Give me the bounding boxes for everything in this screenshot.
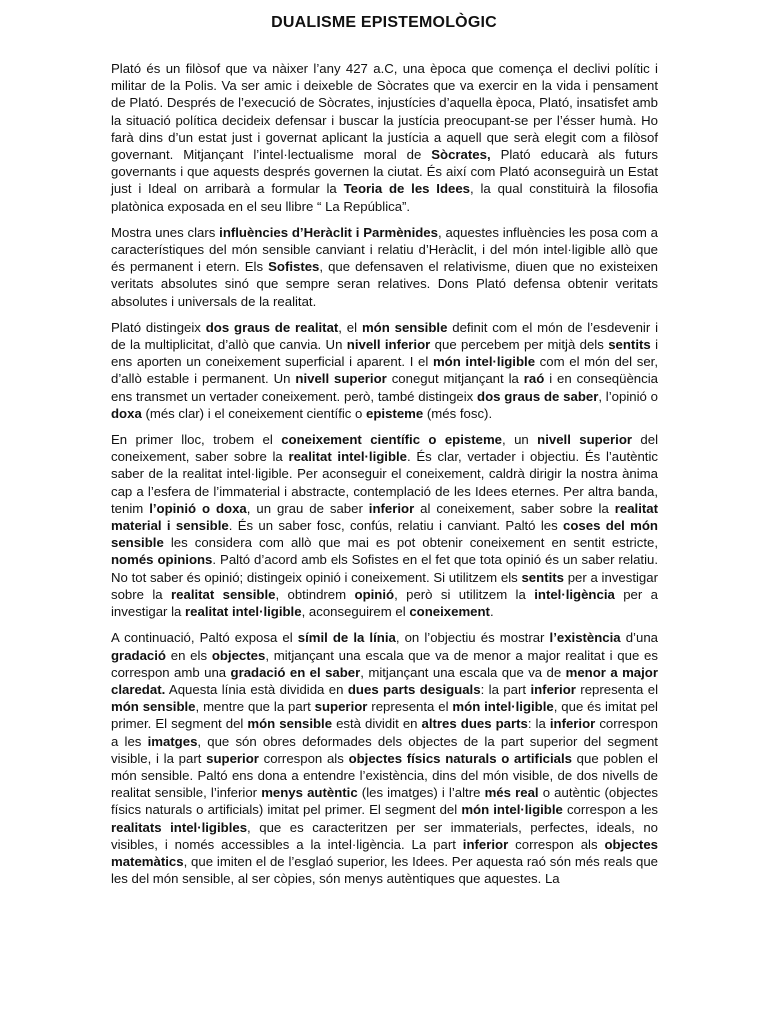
document-title: DUALISME EPISTEMOLÒGIC bbox=[271, 14, 497, 31]
bold-text-run: inferior bbox=[549, 716, 596, 732]
bold-text-run: Sofistes bbox=[268, 259, 320, 275]
text-run: i en conseqüència ens transmet un vertader coneixement. però, també distingeix bbox=[111, 371, 659, 404]
text-run: en els bbox=[165, 647, 212, 663]
bold-text-run: l’opinió o doxa bbox=[149, 500, 247, 516]
bold-text-run: doxa bbox=[111, 405, 142, 421]
bold-text-run: superior bbox=[314, 699, 368, 715]
bold-text-run: nivell superior bbox=[295, 371, 387, 387]
text-run: (les imatges) i l’altre bbox=[357, 785, 485, 801]
bold-text-run: objectes matemàtics bbox=[111, 836, 658, 869]
bold-text-run: gradació en el saber bbox=[230, 664, 361, 680]
bold-text-run: realitat intel·ligible bbox=[288, 449, 408, 465]
text-run: del coneixement, saber sobre la bbox=[111, 432, 658, 465]
text-run: definit com el món de l’esdevenir i de la multiplicitat, d’allò que canvia. Un bbox=[111, 319, 659, 353]
bold-text-run: món sensible bbox=[361, 319, 448, 335]
text-run: conegut mitjançant la bbox=[386, 371, 524, 387]
bold-text-run: món intel·ligible bbox=[461, 802, 563, 818]
bold-text-run: inferior bbox=[530, 681, 576, 697]
text-run: , un bbox=[502, 432, 538, 448]
text-run: , mitjançant una escala que va de bbox=[360, 664, 566, 680]
text-run: : la bbox=[527, 716, 550, 732]
bold-text-run: dues parts desiguals bbox=[347, 681, 481, 697]
text-run: . És clar, vertader i objectiu. És l’autèntic saber de la realitat intel·ligible. Per aconseguir el coneixement, caldrà dirigir la nostra ànima cap a l’esfera de l’immaterial i abstracte, contemplació de les Idees eternes. Per altra banda, tenim bbox=[111, 449, 658, 516]
bold-text-run: món intel·ligible bbox=[432, 354, 536, 370]
bold-text-run: episteme bbox=[366, 405, 424, 421]
bold-text-run: coneixement científic o episteme bbox=[281, 432, 503, 448]
bold-text-run: món sensible bbox=[247, 716, 333, 732]
text-run: . És un saber fosc, confús, relatiu i canviant. Paltó les bbox=[228, 518, 564, 534]
text-run: , mitjançant una escala que va de menor a major realitat i que es correspon amb una bbox=[111, 647, 658, 680]
text-run: , on l’objectiu és mostrar bbox=[395, 630, 550, 646]
text-run: (més clar) i el coneixement científic o bbox=[141, 405, 367, 421]
bold-text-run: coneixement bbox=[409, 604, 490, 620]
text-run: , aquestes influències les posa com a característiques del món sensible canviant i relatiu d’Heràclit, i del món intel·ligible allò que és permanent i etern. Els bbox=[111, 224, 658, 275]
bold-text-run: nivell inferior bbox=[346, 337, 431, 353]
bold-text-run: només opinions bbox=[111, 552, 213, 568]
text-run: Plató és un filòsof que va nàixer l’any 427 a.C, una època que comença el declivi polític i militar de la Polis. Va ser amic i deixeble de Sòcrates que va exercir en la vida i pensament de Plató. Després de l’execució de Sòcrates, injustícies d’aquella època, Plató, insatisfet amb la situació política decideix defensar i buscar la justícia preocupant-se per l’ésser humà. Ho farà dins d’un estat just i governat aplicant la justícia a aquell que serà elegit com a filòsof governant. Mitjançant l’intel·lectualisme moral de bbox=[111, 61, 658, 163]
bold-text-run: objectes bbox=[211, 647, 266, 663]
text-run: . bbox=[489, 604, 494, 620]
text-run: o autèntic (objectes físics naturals o artificials) imitat pel primer. El segment del bbox=[111, 785, 658, 818]
bold-text-run: menor a major claredat. bbox=[111, 664, 658, 697]
bold-text-run: món sensible bbox=[111, 699, 196, 715]
text-run: : la part bbox=[480, 681, 531, 697]
paragraph bbox=[111, 431, 658, 620]
text-run: i ens aporten un coneixement superficial i aparent. I el bbox=[111, 337, 659, 370]
bold-text-run: intel·ligència bbox=[534, 586, 615, 602]
bold-text-run: menys autèntic bbox=[261, 785, 358, 801]
bold-text-run: més real bbox=[484, 785, 539, 801]
bold-text-run: influències d’Heràclit i Parmènides bbox=[219, 224, 438, 240]
text-run: per a investigar sobre la bbox=[111, 569, 658, 602]
text-run: les considera com allò que mai es pot obtenir coneixement en sentit estricte, bbox=[163, 535, 658, 551]
text-run: d’una bbox=[620, 630, 658, 646]
text-run: correspon als bbox=[508, 836, 605, 852]
text-run: (més fosc). bbox=[423, 405, 493, 421]
bold-text-run: dos graus de saber bbox=[477, 388, 599, 404]
text-run: que poblen el món sensible. Paltó ens dona a entendre l’existència, dins del món visible, de dos nivells de realitat sensible, l’inferior bbox=[111, 750, 658, 801]
text-run: Plató educarà als futurs governants i que aquests després governen la ciutat. És així com Plató aconseguirà un Estat just i Ideal on arribarà a formular la bbox=[111, 147, 658, 197]
text-run: , un grau de saber bbox=[246, 500, 369, 516]
bold-text-run: Sòcrates, bbox=[431, 147, 491, 163]
bold-text-run: món intel·ligible bbox=[452, 699, 554, 715]
text-run: que percebem per mitjà dels bbox=[430, 337, 609, 353]
bold-text-run: dos graus de realitat bbox=[205, 319, 339, 335]
text-run: Mostra unes clars bbox=[111, 224, 220, 240]
bold-text-run: objectes físics naturals o artificials bbox=[348, 750, 572, 766]
bold-text-run: inferior bbox=[462, 836, 509, 852]
bold-text-run: realitat sensible bbox=[171, 586, 276, 602]
bold-text-run: superior bbox=[206, 750, 259, 766]
text-run: A continuació, Paltó exposa el bbox=[111, 630, 298, 646]
text-run: , però si utilitzem la bbox=[394, 586, 535, 602]
bold-text-run: coses del món sensible bbox=[111, 518, 658, 551]
text-run: , que són obres deformades dels objectes de la part superior del segment visible, i la part bbox=[111, 733, 658, 766]
text-run: per a investigar la bbox=[111, 586, 658, 620]
paragraph bbox=[111, 60, 658, 215]
bold-text-run: realitats intel·ligibles bbox=[111, 819, 248, 835]
document-body bbox=[111, 60, 658, 896]
text-run: al coneixement, saber sobre la bbox=[414, 500, 615, 516]
text-run: , obtindrem bbox=[275, 586, 355, 602]
bold-text-run: realitat intel·ligible bbox=[185, 604, 302, 620]
text-run: com el món del ser, d’allò estable i permanent. Un bbox=[111, 354, 658, 387]
bold-text-run: inferior bbox=[368, 500, 415, 516]
text-run: representa el bbox=[575, 681, 659, 697]
text-run: està dividit en bbox=[332, 716, 422, 732]
text-run: , aconseguirem el bbox=[301, 604, 410, 620]
text-run: correspon als bbox=[258, 750, 349, 766]
bold-text-run: gradació bbox=[111, 647, 166, 663]
text-run: , que és imitat pel primer. El segment del bbox=[111, 699, 658, 732]
text-run: , la qual constituirà la filosofia platònica exposada en el seu llibre “ La República”. bbox=[111, 181, 658, 214]
bold-text-run: altres dues parts bbox=[421, 716, 528, 732]
text-run: , el bbox=[338, 319, 362, 335]
paragraph bbox=[111, 224, 658, 310]
text-run: , mentre que la part bbox=[195, 699, 315, 715]
text-run: En primer lloc, trobem el bbox=[111, 432, 282, 448]
text-run: , que defensaven el relativisme, diuen que no existeixen veritats absolutes sinó que sempre seran relatives. Dons Plató defensa obtenir veritats absolutes i universals de la realitat. bbox=[111, 259, 659, 309]
paragraph bbox=[111, 319, 658, 422]
text-run: , que imiten el de l’esglaó superior, les Idees. Per aquesta raó són més reals que les del món sensible, al ser còpies, són menys autèntiques que aquestes. La bbox=[111, 853, 658, 887]
bold-text-run: sentits bbox=[521, 569, 564, 585]
text-run: , l’opinió o bbox=[598, 388, 658, 404]
text-run: representa el bbox=[367, 699, 453, 715]
text-run: Aquesta línia està dividida en bbox=[165, 681, 348, 697]
text-run: Plató distingeix bbox=[111, 319, 206, 335]
bold-text-run: raó bbox=[523, 371, 545, 387]
text-run: correspon a les bbox=[111, 716, 658, 749]
bold-text-run: realitat material i sensible bbox=[111, 500, 658, 534]
bold-text-run: sentits bbox=[608, 337, 651, 353]
text-run: , que es caracteritzen per ser immaterials, perfectes, ideals, no visibles, i només accessibles a la intel·ligència. La part bbox=[111, 819, 658, 852]
bold-text-run: nivell superior bbox=[537, 432, 633, 448]
text-run: . Paltó d’acord amb els Sofistes en el fet que tota opinió és un saber relatiu. No tot saber és opinió; distingeix opinió i coneixement. Si utilitzem els bbox=[111, 552, 659, 585]
bold-text-run: opinió bbox=[354, 586, 395, 602]
bold-text-run: imatges bbox=[147, 733, 198, 749]
bold-text-run: Teoria de les Idees bbox=[343, 181, 471, 197]
paragraph bbox=[111, 629, 658, 887]
bold-text-run: l’existència bbox=[549, 630, 621, 646]
bold-text-run: símil de la línia bbox=[297, 630, 396, 646]
text-run: correspon a les bbox=[562, 802, 658, 818]
